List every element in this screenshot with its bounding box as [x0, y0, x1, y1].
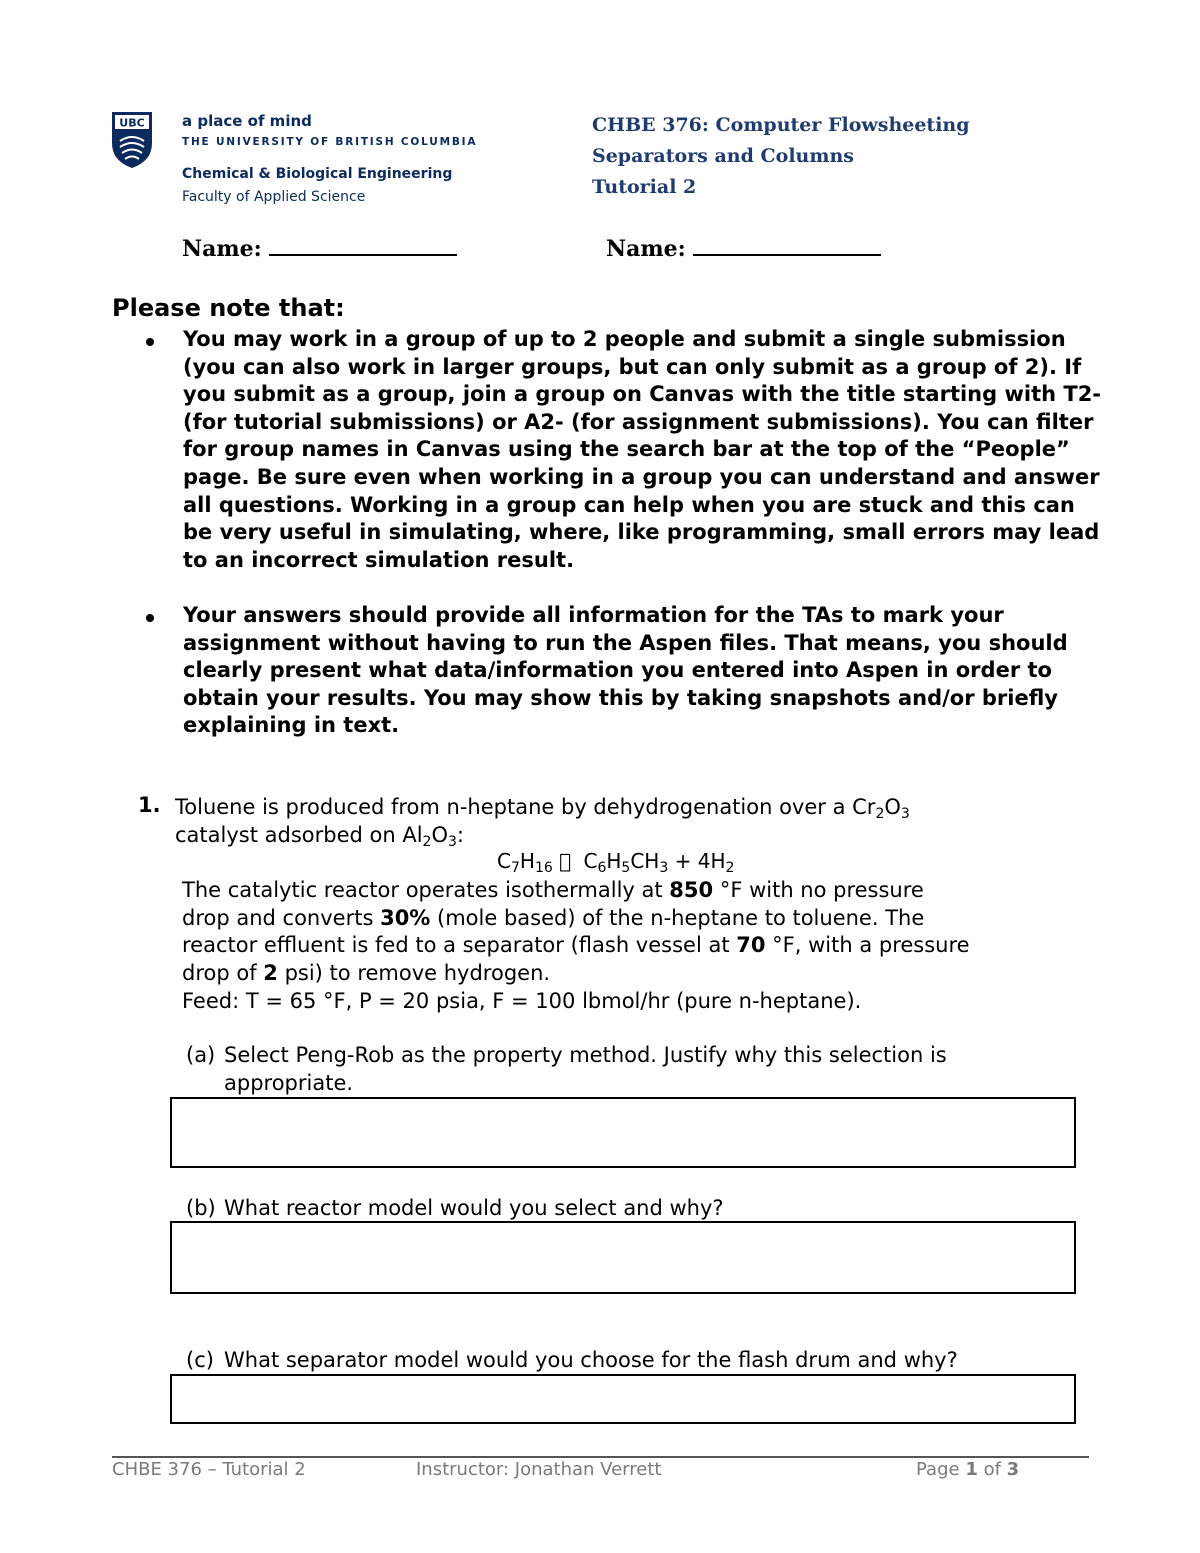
note-text: Your answers should provide all information for the TAs to mark your assignment without having to run the Aspen files. That means, you should clearly present what data/information you entered into Aspen in order to obtain your results. You may show this by taking snapshots and/or briefly explaining in text. — [183, 602, 1068, 738]
course-subtitle: Separators and Columns — [592, 145, 854, 167]
question-intro-line2: catalyst adsorbed on $Al_2O_3$: — [175, 823, 464, 850]
answer-box-a[interactable] — [170, 1097, 1076, 1168]
reaction-arrow-icon — [559, 849, 577, 873]
name-blank[interactable] — [269, 234, 457, 256]
notes-list — [143, 326, 1103, 740]
tutorial-number: Tutorial 2 — [592, 176, 697, 198]
bullet-icon — [146, 338, 154, 346]
reactor-line1: The catalytic reactor operates isothermally at 850 °F with no pressure — [182, 878, 924, 902]
part-b: (b) What reactor model would you select and why? — [186, 1196, 724, 1220]
ubc-logo — [111, 111, 153, 169]
name-field-2[interactable] — [606, 234, 881, 262]
university-name: THE UNIVERSITY OF BRITISH COLUMBIA — [182, 136, 478, 148]
answer-box-b[interactable] — [170, 1221, 1076, 1294]
feed-conditions: Feed: T = 65 °F, P = 20 psia, F = 100 lbmol/hr (pure n-heptane). — [182, 989, 862, 1013]
note-item — [143, 602, 1103, 740]
question-intro-line1: Toluene is produced from n-heptane by dehydrogenation over a $Cr_2O_3$ — [175, 795, 910, 822]
reactor-line2: drop and converts 30% (mole based) of the n-heptane to toluene. The — [182, 906, 925, 930]
footer-course: CHBE 376 – Tutorial 2 — [112, 1459, 306, 1480]
reactor-line3: reactor effluent is fed to a separator (flash vessel at 70 °F, with a pressure — [182, 933, 970, 957]
reaction-equation: $C_7H_{16}$ $C_6H_5CH_3 + 4H_2$ — [497, 849, 735, 876]
bullet-icon — [146, 614, 154, 622]
faculty-name: Faculty of Applied Science — [182, 189, 366, 205]
notes-title: Please note that: — [112, 294, 345, 322]
part-c: (c) What separator model would you choose for the flash drum and why? — [186, 1348, 958, 1372]
note-text: You may work in a group of up to 2 people and submit a single submission (you can also work in larger groups, but can only submit as a group of 2). If you submit as a group, join a group on Canvas with the title starting with T2- (for tutorial submissions) or A2- (for assignment submissions). You can filter for group names in Canvas using the search bar at the top of the “People” page. Be sure even when working in a group you can understand and answer all questions. Working in a group can help when you are stuck and this can be very useful in simulating, where, like programming, small errors may lead to an incorrect simulation result. — [183, 327, 1102, 572]
name-label: Name: — [606, 236, 686, 262]
footer-instructor: Instructor: Jonathan Verrett — [416, 1459, 662, 1480]
name-field-1[interactable] — [182, 234, 457, 262]
part-a: (a) Select Peng-Rob as the property method. Justify why this selection is appropriate. — [186, 1043, 947, 1095]
course-title: CHBE 376: Computer Flowsheeting — [592, 114, 970, 136]
question-number: 1. — [138, 793, 161, 817]
note-item — [143, 326, 1103, 574]
answer-box-c[interactable] — [170, 1374, 1076, 1424]
department-name: Chemical & Biological Engineering — [182, 166, 453, 182]
footer-page: Page 1 of 3 — [916, 1459, 1020, 1480]
name-label: Name: — [182, 236, 262, 262]
footer-divider — [112, 1456, 1089, 1458]
svg-text:UBC: UBC — [119, 116, 145, 130]
tagline: a place of mind — [182, 112, 312, 130]
reactor-line4: drop of 2 psi) to remove hydrogen. — [182, 961, 551, 985]
name-blank[interactable] — [693, 234, 881, 256]
